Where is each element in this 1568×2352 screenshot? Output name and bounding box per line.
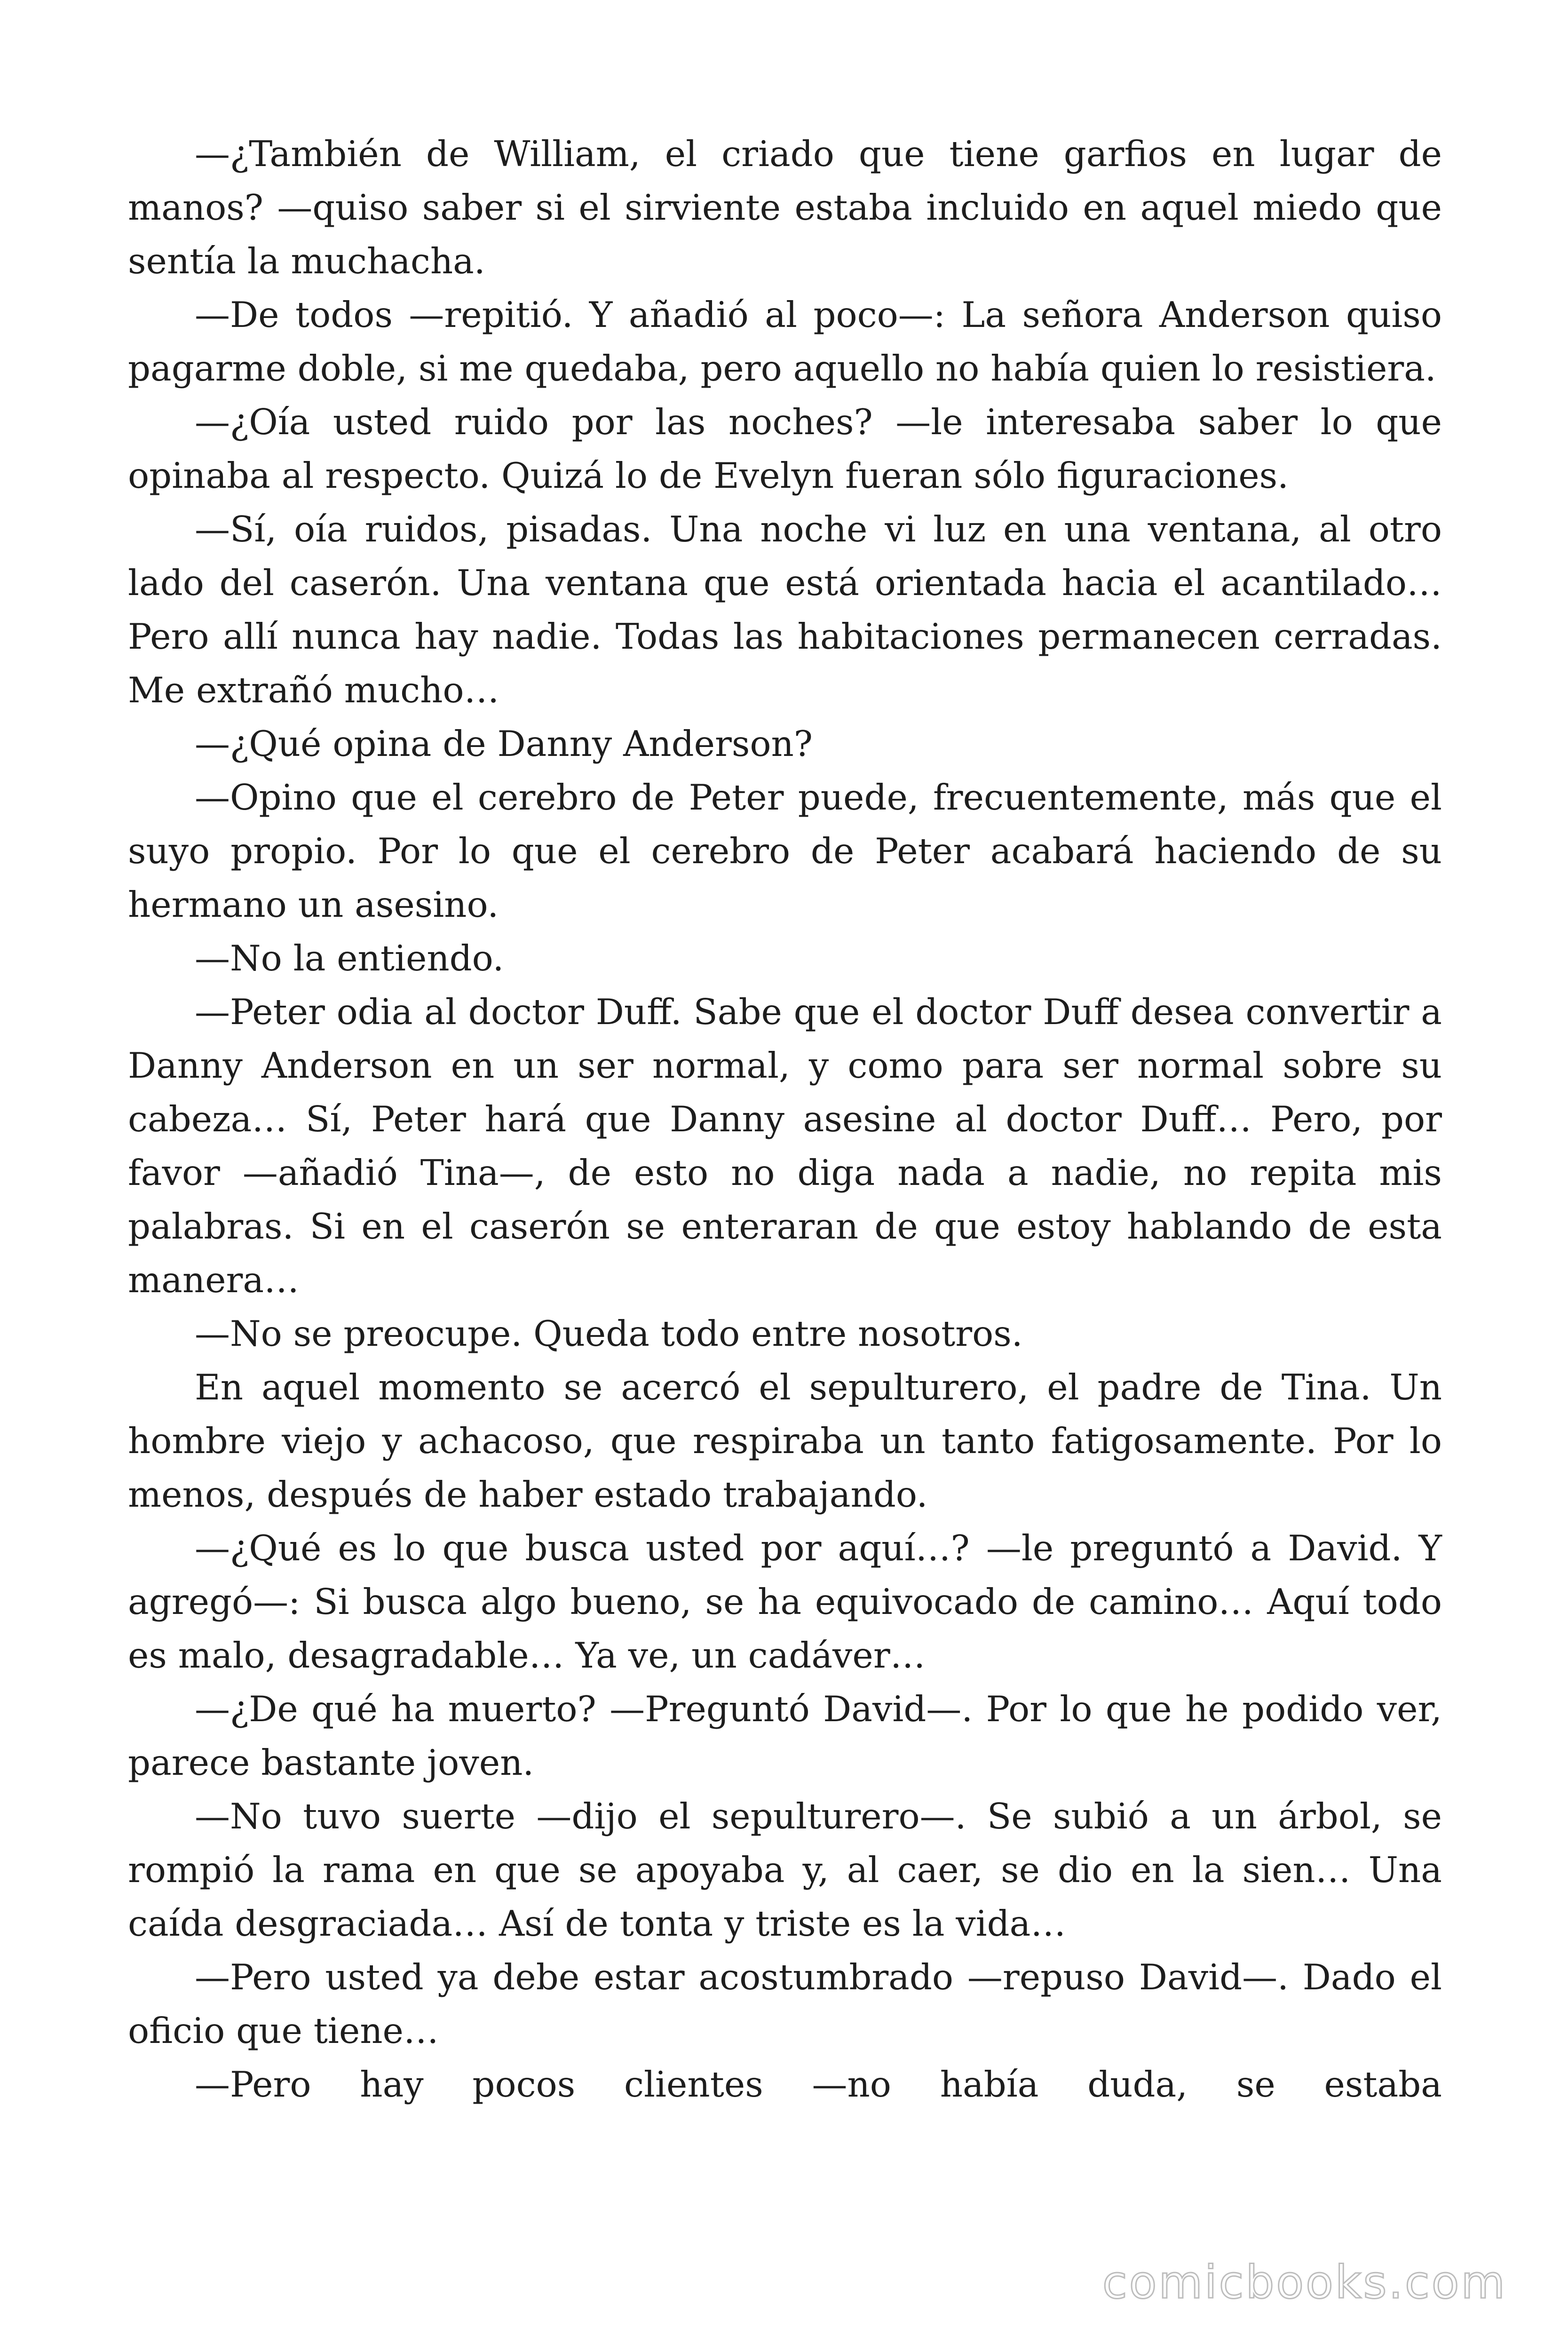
paragraph: —Sí, oía ruidos, pisadas. Una noche vi luz en una ventana, al otro lado del caserón. Una ventana que está orientada hacia el acantilado… Pero allí nunca hay nadie. Todas las habitaciones permanecen cerradas. Me extrañó mucho… (128, 509, 1442, 711)
paragraph: —Pero usted ya debe estar acostumbrado —repuso David—. Dado el oficio que tiene… (128, 1956, 1442, 2051)
paragraph: —No tuvo suerte —dijo el sepulturero—. Se subió a un árbol, se rompió la rama en que se apoyaba y, al caer, se dio en la sien… Una caída desgraciada… Así de tonta y triste es la vida… (128, 1796, 1442, 1944)
paragraph: —Opino que el cerebro de Peter puede, frecuentemente, más que el suyo propio. Por lo que el cerebro de Peter acabará haciendo de su hermano un asesino. (128, 777, 1442, 925)
paragraph: —¿Qué opina de Danny Anderson? (195, 723, 813, 764)
paragraph: —¿También de William, el criado que tiene garfios en lugar de manos? —quiso saber si el sirviente estaba incluido en aquel miedo que sentía la muchacha. (128, 133, 1442, 282)
paragraph: —No se preocupe. Queda todo entre nosotros. (195, 1313, 1023, 1354)
body-text (128, 127, 1442, 2111)
paragraph: En aquel momento se acercó el sepulturero, el padre de Tina. Un hombre viejo y achacoso, que respiraba un tanto fatigosamente. Por lo menos, después de haber estado trabajando. (128, 1367, 1442, 1515)
paragraph: —Peter odia al doctor Duff. Sabe que el doctor Duff desea convertir a Danny Anderson en un ser normal, y como para ser normal sobre su cabeza… Sí, Peter hará que Danny asesine al doctor Duff… Pero, por favor —añadió Tina—, de esto no diga nada a nadie, no repita mis palabras. Si en el caserón se enteraran de que estoy hablando de esta manera… (128, 991, 1442, 1301)
paragraph: —¿Oía usted ruido por las noches? —le interesaba saber lo que opinaba al respecto. Quizá lo de Evelyn fueran sólo figuraciones. (128, 401, 1442, 496)
paragraph: —¿Qué es lo que busca usted por aquí…? —le preguntó a David. Y agregó—: Si busca algo bueno, se ha equivocado de camino… Aquí todo es malo, desagradable… Ya ve, un cadáver… (128, 1527, 1442, 1676)
watermark: comicbooks.com (1102, 2256, 1507, 2309)
paragraph: —¿De qué ha muerto? —Preguntó David—. Por lo que he podido ver, parece bastante joven. (128, 1688, 1442, 1783)
paragraph: —No la entiendo. (195, 938, 504, 979)
paragraph: —Pero hay pocos clientes —no había duda, se estaba (195, 2064, 1442, 2105)
paragraph: —De todos —repitió. Y añadió al poco—: La señora Anderson quiso pagarme doble, si me quedaba, pero aquello no había quien lo resistiera. (128, 294, 1442, 389)
